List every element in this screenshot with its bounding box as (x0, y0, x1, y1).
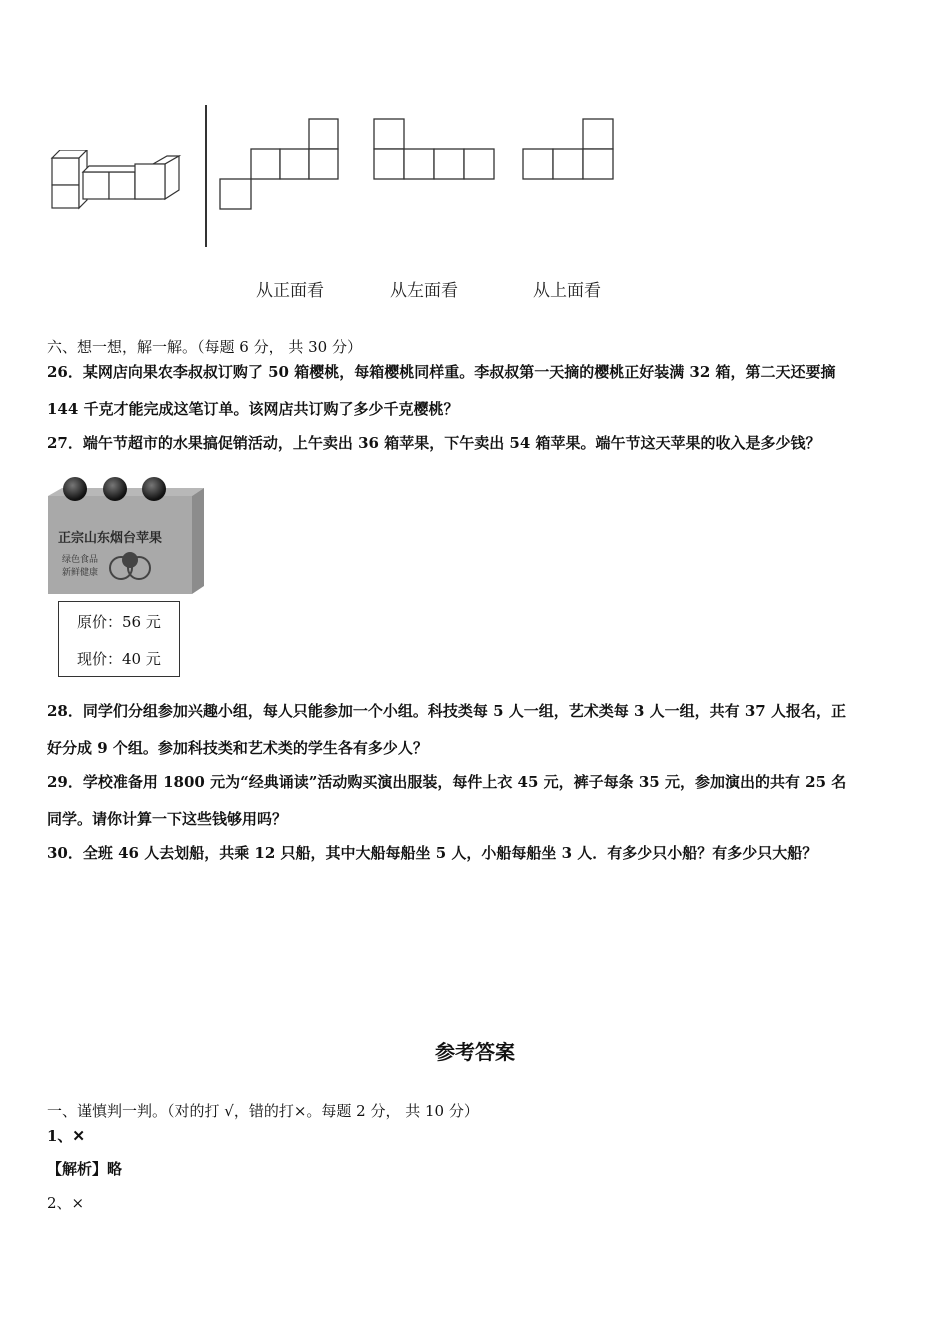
left-view-grid (372, 117, 496, 181)
answer-1-analysis: 【解析】略 (47, 1160, 123, 1178)
answers-title: 参考答案 (435, 1040, 515, 1064)
question-30: 30．全班 46 人去划船，共乘 12 只船，其中大船每船坐 5 人，小船每船坐 3 人．有多少只小船？有多少只大船？ (47, 844, 818, 862)
box-sub1: 绿色食品 (62, 555, 99, 565)
answer-2: 2、× (47, 1194, 85, 1212)
caption-left-view: 从左面看 (390, 281, 458, 301)
cube-figure (45, 150, 185, 215)
figure-divider (205, 105, 207, 247)
price-original: 原价：56 元 (77, 613, 161, 631)
front-view-grid (218, 117, 340, 211)
section6-heading: 六、想一想，解一解。（每题 6 分， 共 30 分） (47, 338, 362, 356)
question-26-line2: 144 千克才能完成这笔订单。该网店共订购了多少千克樱桃？ (47, 400, 459, 418)
box-label: 正宗山东烟台苹果 (58, 531, 163, 546)
answer-1: 1、✕ (47, 1127, 86, 1145)
box-sub2: 新鲜健康 (62, 568, 99, 578)
caption-front-view: 从正面看 (256, 281, 324, 301)
question-29-line1: 29．学校准备用 1800 元为“经典诵读”活动购买演出服装，每件上衣 45 元，裤子每条 35 元，参加演出的共有 25 名 (47, 773, 847, 791)
question-28-line2: 好分成 9 个组。参加科技类和艺术类的学生各有多少人？ (47, 739, 428, 757)
question-27: 27．端午节超市的水果搞促销活动，上午卖出 36 箱苹果，下午卖出 54 箱苹果。端午节这天苹果的收入是多少钱？ (47, 434, 821, 452)
question-28-line1: 28．同学们分组参加兴趣小组，每人只能参加一个小组。科技类每 5 人一组，艺术类每 3 人一组，共有 37 人报名，正 (47, 702, 846, 720)
answers-section1-heading: 一、谨慎判一判。（对的打 √，错的打×。每题 2 分， 共 10 分） (47, 1102, 479, 1120)
caption-top-view: 从上面看 (533, 281, 601, 301)
question-29-line2: 同学。请你计算一下这些钱够用吗？ (47, 810, 288, 828)
price-box (58, 601, 180, 677)
price-current: 现价：40 元 (77, 650, 161, 668)
top-view-grid (521, 117, 615, 181)
question-26-line1: 26．某网店向果农李叔叔订购了 50 箱樱桃，每箱樱桃同样重。李叔叔第一天摘的樱桃正好装满 32 箱，第二天还要摘 (47, 363, 836, 381)
